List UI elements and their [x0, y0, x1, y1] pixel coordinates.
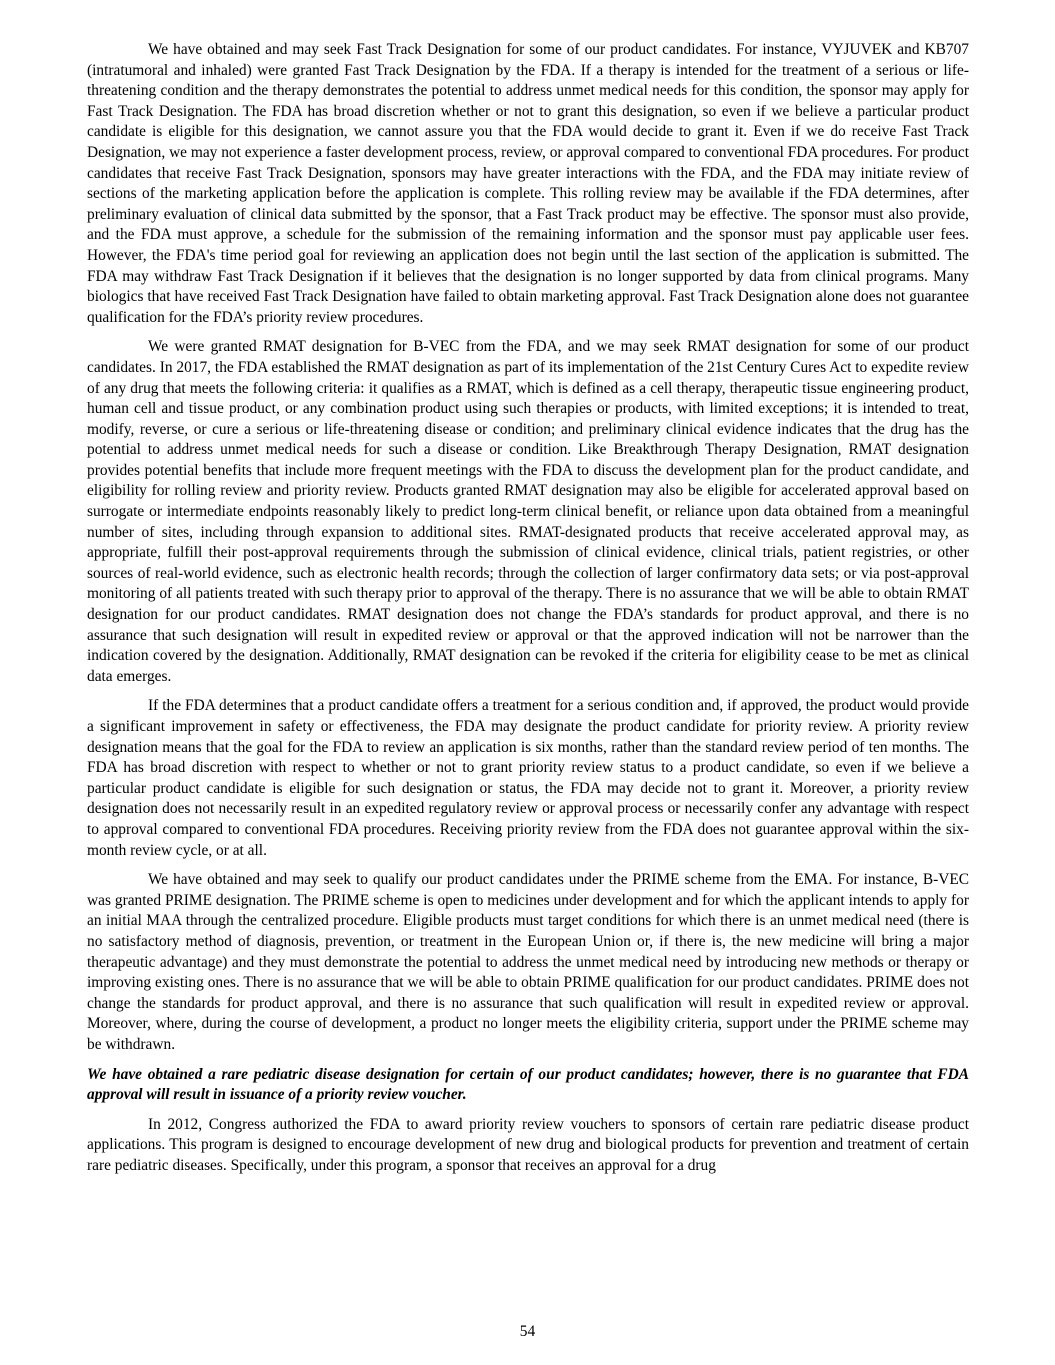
paragraph-priority-review-voucher: In 2012, Congress authorized the FDA to award priority review vouchers to sponsors of certain rare pediatric disease product applications. This program is designed to encourage development of new drug and biological products for prevention and treatment of certain rare pediatric diseases. Specifically, under this program, a sponsor that receives an approval for a drug: [87, 1115, 969, 1174]
page-number: 54: [519, 1323, 536, 1340]
paragraph-fast-track: We have obtained and may seek Fast Track Designation for some of our product candidates. For instance, VYJUVEK and KB707 (intratumoral and inhaled) were granted Fast Track Designation by the FDA. If a therapy is intended for the treatment of a serious or life-threatening condition and the therapy demonstrates the potential to address unmet medical needs for this condition, the sponsor may apply for Fast Track Designation. The FDA has broad discretion whether or not to grant this designation, so even if we believe a particular product candidate is eligible for this designation, we cannot assure you that the FDA would decide to grant it. Even if we do receive Fast Track Designation, we may not experience a faster development process, review, or approval compared to conventional FDA procedures. For product candidates that receive Fast Track Designation, sponsors may have greater interactions with the FDA, and the FDA may initiate review of sections of the marketing application before the application is complete. This rolling review may be available if the FDA determines, after preliminary evaluation of clinical data submitted by the sponsor, that a Fast Track product may be effective. The sponsor must also provide, and the FDA must approve, a schedule for the submission of the remaining information and the sponsor must pay applicable user fees. However, the FDA's time period goal for reviewing an application does not begin until the last section of the application is submitted. The FDA may withdraw Fast Track Designation if it believes that the designation is no longer supported by data from clinical programs. Many biologics that have received Fast Track Designation have failed to obtain marketing approval. Fast Track Designation alone does not guarantee qualification for the FDA’s priority review procedures.: [87, 41, 969, 326]
paragraph-priority-review: If the FDA determines that a product candidate offers a treatment for a serious condition and, if approved, the product would provide a significant improvement in safety or effectiveness, the FDA may designate the product candidate for priority review. A priority review designation means that the goal for the FDA to review an application is six months, rather than the standard review period of ten months. The FDA has broad discretion with respect to whether or not to grant priority review status to a product candidate, so even if we believe a particular product candidate is eligible for such designation or status, the FDA may decide not to grant it. Moreover, a priority review designation does not necessarily result in an expedited regulatory review or approval process or necessarily confer any advantage with respect to approval compared to conventional FDA procedures. Receiving priority review from the FDA does not guarantee approval within the six-month review cycle, or at all.: [87, 697, 969, 859]
paragraph-prime: We have obtained and may seek to qualify our product candidates under the PRIME scheme from the EMA. For instance, B-VEC was granted PRIME designation. The PRIME scheme is open to medicines under development and for which the applicant intends to apply for an initial MAA through the centralized procedure. Eligible products must target conditions for which there is an unmet medical need (there is no satisfactory method of diagnosis, prevention, or treatment in the European Union or, if there is, the new medicine will bring a major therapeutic advantage) and they must demonstrate the potential to address the unmet medical need by introducing new methods or therapy or improving existing ones. There is no assurance that we will be able to obtain PRIME qualification for our product candidates. PRIME does not change the standards for product approval, and there is no assurance that such qualification will result in expedited review or approval. Moreover, where, during the course of development, a product no longer meets the eligibility criteria, support under the PRIME scheme may be withdrawn.: [87, 871, 969, 1053]
section-heading: We have obtained a rare pediatric disease designation for certain of our product candidates; however, there is no guarantee that FDA approval will result in issuance of a priority review voucher.: [87, 1065, 969, 1104]
document-page: [87, 40, 969, 1185]
paragraph-rmat: We were granted RMAT designation for B-VEC from the FDA, and we may seek RMAT designation for some of our product candidates. In 2017, the FDA established the RMAT designation as part of its implementation of the 21st Century Cures Act to expedite review of any drug that meets the following criteria: it qualifies as a RMAT, which is defined as a cell therapy, therapeutic tissue engineering product, human cell and tissue product, or any combination product using such therapies or products, with limited exceptions; it is intended to treat, modify, reverse, or cure a serious or life-threatening disease or condition; and preliminary clinical evidence indicates that the drug has the potential to address unmet medical needs for such a disease or condition. Like Breakthrough Therapy Designation, RMAT designation provides potential benefits that include more frequent meetings with the FDA to discuss the development plan for the product candidate, and eligibility for rolling review and priority review. Products granted RMAT designation may also be eligible for accelerated approval based on surrogate or intermediate endpoints reasonably likely to predict long-term clinical benefit, or reliance upon data obtained from a meaningful number of sites, including through expansion to additional sites. RMAT-designated products that receive accelerated approval may, as appropriate, fulfill their post-approval requirements through the submission of clinical evidence, clinical trials, patient registries, or other sources of real-world evidence, such as electronic health records; through the collection of larger confirmatory data sets; or via post-approval monitoring of all patients treated with such therapy prior to approval of the therapy. There is no assurance that we will be able to obtain RMAT designation for our product candidates. RMAT designation does not change the FDA’s standards for product approval, and there is no assurance that such designation will result in expedited review or approval or that the approved indication will not be narrower than the indication covered by the designation. Additionally, RMAT designation can be revoked if the criteria for eligibility cease to be met as clinical data emerges.: [87, 338, 969, 685]
